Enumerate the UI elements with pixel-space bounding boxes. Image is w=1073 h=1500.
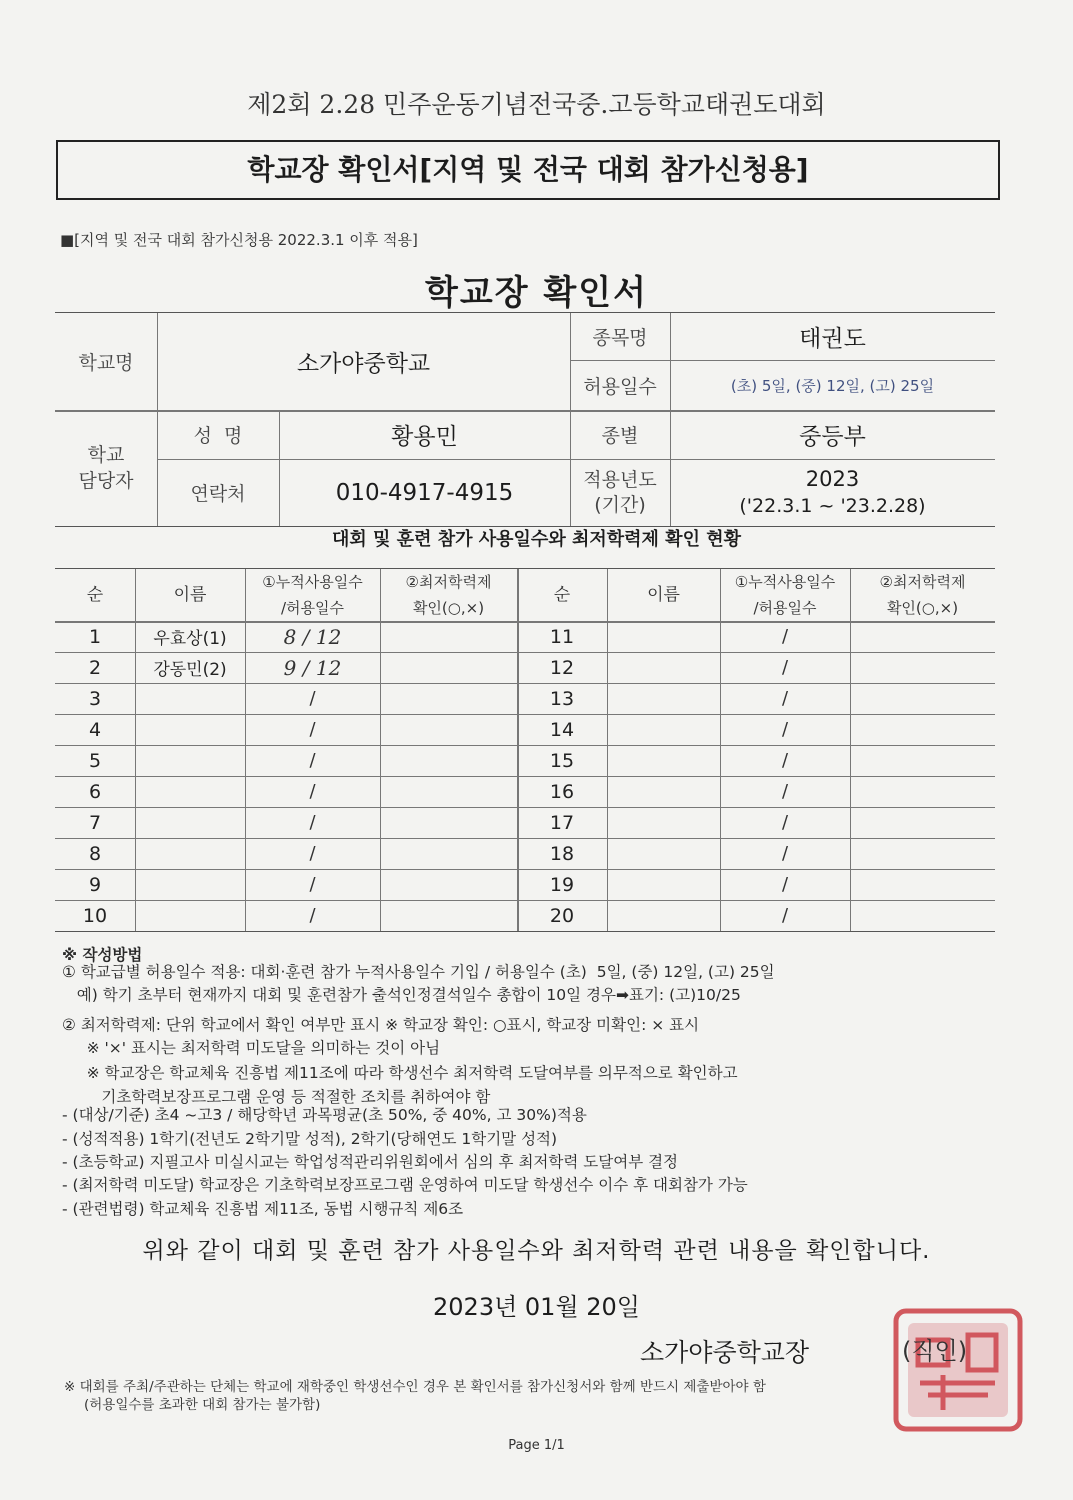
row-min-check <box>850 652 995 683</box>
row-min-check <box>380 652 517 683</box>
row-number: 4 <box>88 718 102 741</box>
row-number: 3 <box>88 687 102 710</box>
row-name <box>607 714 720 745</box>
row-name <box>135 807 245 838</box>
row-days-used: / <box>781 781 789 802</box>
header-name-left: 이름 <box>173 584 207 605</box>
confirmation-statement: 위와 같이 대회 및 훈련 참가 사용일수와 최저학력 관련 내용을 확인합니다. <box>142 1238 931 1264</box>
row-number: 1 <box>88 625 102 648</box>
row-min-check <box>850 714 995 745</box>
row-days-used: / <box>309 874 316 895</box>
row-min-check <box>850 776 995 807</box>
row-min-check <box>850 745 995 776</box>
row-number: 19 <box>549 873 575 896</box>
row-days-used: / <box>309 750 316 771</box>
instruction-line: - (대상/기준) 초4 ~고3 / 해당학년 과목평균(초 50%, 중 40%, 고 30%)적용 <box>62 1106 587 1124</box>
instruction-line: ① 학교급별 허용일수 적용: 대회·훈련 참가 누적사용일수 기입 / 허용일수 (초) 5일, (중) 12일, (고) 25일 <box>62 963 775 981</box>
header-min-line2: 확인(○,×) <box>886 599 959 617</box>
row-min-check <box>850 807 995 838</box>
form-title-box: 학교장 확인서[지역 및 전국 대회 참가신청용] <box>56 140 1000 200</box>
row-number: 12 <box>549 656 575 679</box>
official-seal-icon <box>888 1305 1028 1435</box>
row-number: 6 <box>88 780 102 803</box>
row-days-used: / <box>309 905 316 926</box>
row-number: 14 <box>549 718 575 741</box>
row-days-used: / <box>309 843 316 864</box>
header-min-right <box>850 569 995 621</box>
allowed-days-label: 허용일수 <box>583 375 657 398</box>
participants-table <box>55 568 995 932</box>
row-number: 16 <box>549 780 575 803</box>
instruction-line: 기초학력보장프로그램 운영 등 적절한 조치를 취하여야 함 <box>62 1088 491 1106</box>
footnote <box>64 1378 984 1414</box>
row-min-check <box>380 621 517 652</box>
row-name <box>607 652 720 683</box>
row-name <box>135 900 245 931</box>
row-name <box>135 714 245 745</box>
manager-label <box>55 410 157 526</box>
seal-label: (직인) <box>902 1337 968 1365</box>
row-number: 9 <box>88 873 102 896</box>
row-number: 20 <box>549 904 575 927</box>
row-name <box>607 869 720 900</box>
row-days-used: 9 / 12 <box>283 655 342 680</box>
header-no-right: 순 <box>553 584 571 605</box>
row-days-used: / <box>781 719 789 740</box>
row-days-used: / <box>781 626 789 647</box>
school-info-table <box>55 312 995 527</box>
manager-name-label: 성 명 <box>193 425 243 447</box>
sport-value: 태권도 <box>799 326 866 352</box>
row-days-used: / <box>781 657 789 678</box>
row-days-used: / <box>309 812 316 833</box>
row-number: 17 <box>549 811 575 834</box>
row-min-check <box>850 900 995 931</box>
row-days-used: / <box>781 905 789 926</box>
header-days-line1: ①누적사용일수 <box>262 573 363 591</box>
instruction-line: ② 최저학력제: 단위 학교에서 확인 여부만 표시 ※ 학교장 확인: ○표시, 학교장 미확인: × 표시 <box>62 1016 700 1034</box>
row-min-check <box>380 807 517 838</box>
division-label: 종별 <box>601 425 639 447</box>
principal-title: 소가야중학교장 <box>640 1338 810 1367</box>
row-name <box>607 807 720 838</box>
instruction-line: - (초등학교) 지필고사 미실시교는 학업성적관리위원회에서 심의 후 최저학력 도달여부 결정 <box>62 1153 679 1171</box>
row-name <box>135 745 245 776</box>
row-min-check <box>380 714 517 745</box>
header-days-line1: ①누적사용일수 <box>734 573 836 591</box>
sport-label: 종목명 <box>592 327 648 349</box>
row-name <box>607 683 720 714</box>
row-name <box>607 838 720 869</box>
header-min-line1: ②최저학력제 <box>879 573 966 591</box>
header-days-line2: /허용일수 <box>280 599 344 617</box>
row-min-check <box>380 900 517 931</box>
event-title: 제2회 2.28 민주운동기념전국중.고등학교태권도대회 <box>247 90 826 119</box>
row-days-used: / <box>781 843 789 864</box>
year-period: ('22.3.1 ~ '23.2.28) <box>739 494 926 517</box>
row-name <box>135 838 245 869</box>
instruction-line: ※ 학교장은 학교체육 진흥법 제11조에 따라 학생선수 최저학력 도달여부를 의무적으로 확인하고 <box>62 1064 738 1082</box>
year-label-line2: (기간) <box>594 493 646 516</box>
manager-name-value: 황용민 <box>391 424 458 450</box>
row-days-used: 8 / 12 <box>283 624 342 649</box>
row-min-check <box>380 838 517 869</box>
row-name <box>607 900 720 931</box>
row-min-check <box>850 621 995 652</box>
row-number: 10 <box>82 904 108 927</box>
year-label-line1: 적용년도 <box>583 468 657 491</box>
row-days-used: / <box>781 812 789 833</box>
status-section-title: 대회 및 훈련 참가 사용일수와 최저학력제 확인 현황 <box>331 529 741 550</box>
row-days-used: / <box>781 688 789 709</box>
row-number: 7 <box>88 811 102 834</box>
issue-date: 2023년 01월 20일 <box>433 1293 640 1321</box>
year-label <box>570 459 670 526</box>
header-min-line2: 확인(○,×) <box>412 599 485 617</box>
page-number: Page 1/1 <box>508 1438 565 1453</box>
row-name <box>607 745 720 776</box>
year-value <box>670 459 995 526</box>
row-days-used: / <box>309 688 316 709</box>
contact-value: 010-4917-4915 <box>335 479 514 506</box>
row-name: 강동민(2) <box>153 660 227 680</box>
row-number: 11 <box>549 625 575 648</box>
row-min-check <box>850 683 995 714</box>
row-days-used: / <box>781 750 789 771</box>
row-number: 2 <box>88 656 102 679</box>
instruction-line: ※ '×' 표시는 최저학력 미도달을 의미하는 것이 아님 <box>62 1039 441 1057</box>
instruction-line: - (관련법령) 학교체육 진흥법 제11조, 동법 시행규칙 제6조 <box>62 1200 464 1218</box>
row-min-check <box>380 745 517 776</box>
row-min-check <box>850 869 995 900</box>
header-min-left <box>380 569 517 621</box>
row-number: 13 <box>549 687 575 710</box>
school-name-value: 소가야중학교 <box>296 351 431 377</box>
contact-label: 연락처 <box>190 483 246 505</box>
row-days-used: / <box>781 874 789 895</box>
header-days-right <box>720 569 850 621</box>
header-name-right: 이름 <box>647 584 680 605</box>
division-value: 중등부 <box>799 424 866 450</box>
footnote-line2: (허용일수를 초과한 대회 참가는 불가함) <box>84 1397 321 1413</box>
allowed-days-value: (초) 5일, (중) 12일, (고) 25일 <box>730 376 935 395</box>
document-title: 학교장 확인서 <box>425 273 648 313</box>
manager-label-line2: 담당자 <box>78 470 134 492</box>
header-min-line1: ②최저학력제 <box>405 573 492 591</box>
header-no-left: 순 <box>86 584 104 605</box>
row-number: 8 <box>88 842 102 865</box>
row-name <box>135 869 245 900</box>
header-days-line2: /허용일수 <box>753 599 817 617</box>
instructions-title: ※ 작성방법 <box>62 946 143 964</box>
row-name <box>607 776 720 807</box>
row-name <box>135 683 245 714</box>
row-number: 5 <box>88 749 102 772</box>
footnote-line1: ※ 대회를 주최/주관하는 단체는 학교에 재학중인 학생선수인 경우 본 확인서를 참가신청서와 함께 반드시 제출받아야 함 <box>64 1379 766 1395</box>
row-number: 18 <box>549 842 575 865</box>
row-min-check <box>850 838 995 869</box>
row-name <box>135 776 245 807</box>
row-name: 우효상(1) <box>153 629 227 649</box>
row-min-check <box>380 683 517 714</box>
instruction-line: - (최저학력 미도달) 학교장은 기초학력보장프로그램 운영하여 미도달 학생선수 이수 후 대회참가 가능 <box>62 1176 748 1194</box>
instruction-line: 예) 학기 초부터 현재까지 대회 및 훈련참가 출석인정결석일수 총합이 10일 경우➡표기: (고)10/25 <box>62 986 741 1004</box>
row-number: 15 <box>549 749 575 772</box>
row-min-check <box>380 776 517 807</box>
applicability-note: ■[지역 및 전국 대회 참가신청용 2022.3.1 이후 적용] <box>60 231 418 249</box>
row-name <box>607 621 720 652</box>
year-number: 2023 <box>805 466 860 491</box>
row-min-check <box>380 869 517 900</box>
instruction-line: - (성적적용) 1학기(전년도 2학기말 성적), 2학기(당해연도 1학기말 성적) <box>62 1130 558 1148</box>
row-days-used: / <box>309 719 316 740</box>
row-days-used: / <box>309 781 316 802</box>
header-days-left <box>245 569 380 621</box>
manager-label-line1: 학교 <box>87 444 125 466</box>
school-name-label: 학교명 <box>78 352 134 374</box>
